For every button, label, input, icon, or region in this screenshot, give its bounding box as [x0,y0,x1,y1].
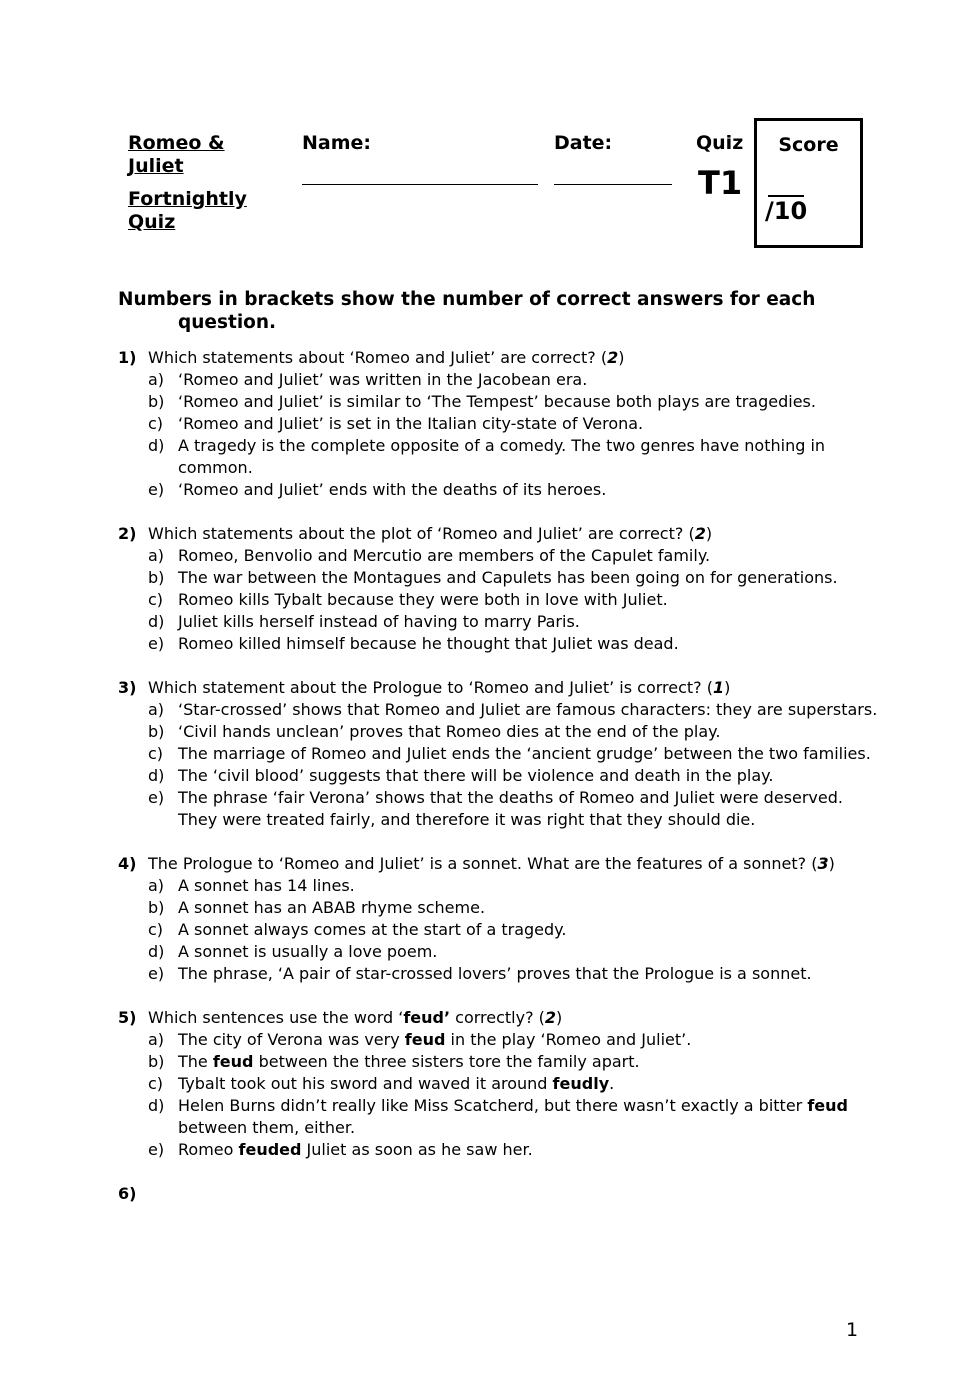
answer-count-number: 2 [607,348,619,367]
text-run: Romeo kills Tybalt because they were both in love with Juliet. [178,590,668,609]
text-run: in the play ‘Romeo and Juliet’. [445,1030,692,1049]
option-text [178,722,720,741]
bold-term: feud [807,1096,848,1115]
page-number: 1 [846,1319,859,1341]
question-text: Which statements about the plot of ‘Romeo and Juliet’ are correct? [148,524,684,543]
answer-option [118,479,878,501]
option-text [178,612,580,631]
question [118,853,878,985]
option-text [178,700,877,719]
answer-count: (3) [806,854,835,873]
answer-count: (2) [533,1008,563,1027]
question-number: 2) [118,524,137,543]
date-label: Date: [554,132,613,154]
option-text [178,876,355,895]
score-value: /10 [765,197,808,225]
answer-option [118,963,878,985]
option-letter: c) [148,920,164,939]
question [118,347,878,501]
question-number: 5) [118,1008,137,1027]
option-text [178,942,437,961]
answer-option [118,369,878,391]
answer-count: (2) [595,348,625,367]
text-run: Juliet kills herself instead of having to marry Paris. [178,612,580,631]
question-number: 1) [118,348,137,367]
text-run: Tybalt took out his sword and waved it around [178,1074,553,1093]
question [118,677,878,831]
answer-option [118,545,878,567]
option-letter: b) [148,898,165,917]
quiz-code: T1 [698,164,743,202]
text-run: The phrase ‘fair Verona’ shows that the deaths of Romeo and Juliet were deserved. They were treated fairly, and therefore it was right that they should die. [178,788,843,829]
option-letter: d) [148,766,165,785]
option-text [178,1074,614,1093]
bold-term: feudly [552,1074,610,1093]
answer-option [118,699,878,721]
option-letter: d) [148,1096,165,1115]
option-letter: c) [148,414,164,433]
text-run: Romeo, Benvolio and Mercutio are members of the Capulet family. [178,546,711,565]
option-text [178,634,679,653]
text-run: Helen Burns didn’t really like Miss Scatcherd, but there wasn’t exactly a bitter [178,1096,808,1115]
answer-option [118,567,878,589]
answer-option [118,435,878,479]
text-run: Which sentences use the word ‘ [148,1008,404,1027]
option-letter: b) [148,392,165,411]
question-text: Which statements about ‘Romeo and Juliet’ are correct? [148,348,596,367]
question-number: 3) [118,678,137,697]
option-text [178,1096,848,1137]
option-letter: d) [148,436,165,455]
text-run: ‘Star-crossed’ shows that Romeo and Juliet are famous characters: they are superstars. [178,700,878,719]
option-letter: a) [148,1030,165,1049]
answer-option [118,919,878,941]
answer-option [118,743,878,765]
option-letter: c) [148,590,164,609]
answer-count-number: 2 [544,1008,557,1027]
option-text [178,392,816,411]
option-text [178,920,566,939]
answer-count: (2) [683,524,713,543]
text-run: A sonnet is usually a love poem. [178,942,438,961]
option-text [178,788,843,829]
answer-option [118,1139,878,1161]
quiz-title [128,132,278,234]
bold-term: feud’ [403,1008,451,1027]
answer-option [118,897,878,919]
answer-option [118,721,878,743]
text-run: ‘Romeo and Juliet’ ends with the deaths of its heroes. [178,480,607,499]
text-run: correctly? [450,1008,534,1027]
answer-option [118,875,878,897]
question-stem [118,677,878,699]
text-run: ‘Civil hands unclean’ proves that Romeo dies at the end of the play. [178,722,721,741]
option-text [178,1052,640,1071]
option-letter: b) [148,722,165,741]
option-text [178,766,773,785]
answer-option [118,1073,878,1095]
option-letter: b) [148,1052,165,1071]
option-letter: e) [148,964,165,983]
question-text: The Prologue to ‘Romeo and Juliet’ is a sonnet. What are the features of a sonnet? [148,854,807,873]
option-text [178,436,825,477]
answer-option [118,1095,878,1139]
option-letter: d) [148,612,165,631]
date-blank-line [554,184,672,185]
text-run: . [609,1074,615,1093]
text-run: The phrase, ‘A pair of star-crossed lovers’ proves that the Prologue is a sonnet. [178,964,812,983]
quiz-header [118,118,862,248]
answer-option [118,1029,878,1051]
text-run: The war between the Montagues and Capulets has been going on for generations. [178,568,838,587]
text-run: A tragedy is the complete opposite of a comedy. The two genres have nothing in common. [178,436,826,477]
option-text [178,546,710,565]
bold-term: feud [212,1052,254,1071]
option-text [178,568,838,587]
name-label: Name: [302,132,372,154]
answer-count: (1) [701,678,731,697]
option-text [178,590,668,609]
option-text [178,964,812,983]
question-stem [118,523,878,545]
question-stem [118,853,878,875]
text-run: The marriage of Romeo and Juliet ends the ‘ancient grudge’ between the two families. [178,744,871,763]
bold-term: feud [404,1030,446,1049]
option-letter: e) [148,1140,165,1159]
option-letter: a) [148,546,165,565]
option-letter: d) [148,942,165,961]
option-letter: e) [148,634,165,653]
question-number: 6) [118,1184,137,1203]
text-run: The [178,1052,213,1071]
quiz-title-line2: Fortnightly Quiz [128,188,247,233]
name-blank-line [302,184,538,185]
option-letter: c) [148,744,164,763]
text-run: ‘Romeo and Juliet’ is set in the Italian city-state of Verona. [178,414,644,433]
text-run: A sonnet has 14 lines. [178,876,355,895]
option-text [178,414,643,433]
quiz-label: Quiz [696,132,744,154]
answer-count-number: 1 [713,678,725,697]
option-text [178,370,587,389]
answer-option [118,391,878,413]
option-letter: e) [148,480,165,499]
option-letter: c) [148,1074,164,1093]
answer-option [118,941,878,963]
option-letter: b) [148,568,165,587]
answer-count-number: 2 [694,524,706,543]
answer-count-number: 3 [817,854,829,873]
question [118,523,878,655]
question-text [148,1008,534,1027]
option-letter: e) [148,788,165,807]
quiz-title-line1: Romeo & Juliet [128,132,225,177]
option-text [178,744,871,763]
answer-option [118,633,878,655]
option-text [178,480,606,499]
text-run: Romeo killed himself because he thought that Juliet was dead. [178,634,679,653]
option-letter: a) [148,876,165,895]
text-run: A sonnet always comes at the start of a tragedy. [178,920,567,939]
text-run: between them, either. [178,1118,356,1137]
bold-term: feuded [238,1140,302,1159]
option-text [178,1030,691,1049]
answer-option [118,787,878,831]
question-text: Which statement about the Prologue to ‘Romeo and Juliet’ is correct? [148,678,702,697]
option-text [178,898,485,917]
text-run: The ‘civil blood’ suggests that there will be violence and death in the play. [178,766,774,785]
text-run: The city of Verona was very [178,1030,405,1049]
text-run: Juliet as soon as he saw her. [301,1140,533,1159]
question-number: 4) [118,854,137,873]
answer-option [118,589,878,611]
text-run: between the three sisters tore the family apart. [253,1052,640,1071]
text-run: ‘Romeo and Juliet’ is similar to ‘The Tempest’ because both plays are tragedies. [178,392,816,411]
question-stem [118,347,878,369]
score-label: Score [778,134,839,156]
question [118,1007,878,1161]
answer-option [118,611,878,633]
answer-option [118,413,878,435]
answer-option [118,765,878,787]
option-letter: a) [148,700,165,719]
text-run: ‘Romeo and Juliet’ was written in the Jacobean era. [178,370,588,389]
text-run: Romeo [178,1140,239,1159]
instructions: Numbers in brackets show the number of correct answers for each question. [118,289,816,333]
option-text [178,1140,533,1159]
question-list [118,347,878,1203]
question-stem [118,1007,878,1029]
text-run: A sonnet has an ABAB rhyme scheme. [178,898,486,917]
answer-option [118,1051,878,1073]
score-box [754,118,863,248]
option-letter: a) [148,370,165,389]
